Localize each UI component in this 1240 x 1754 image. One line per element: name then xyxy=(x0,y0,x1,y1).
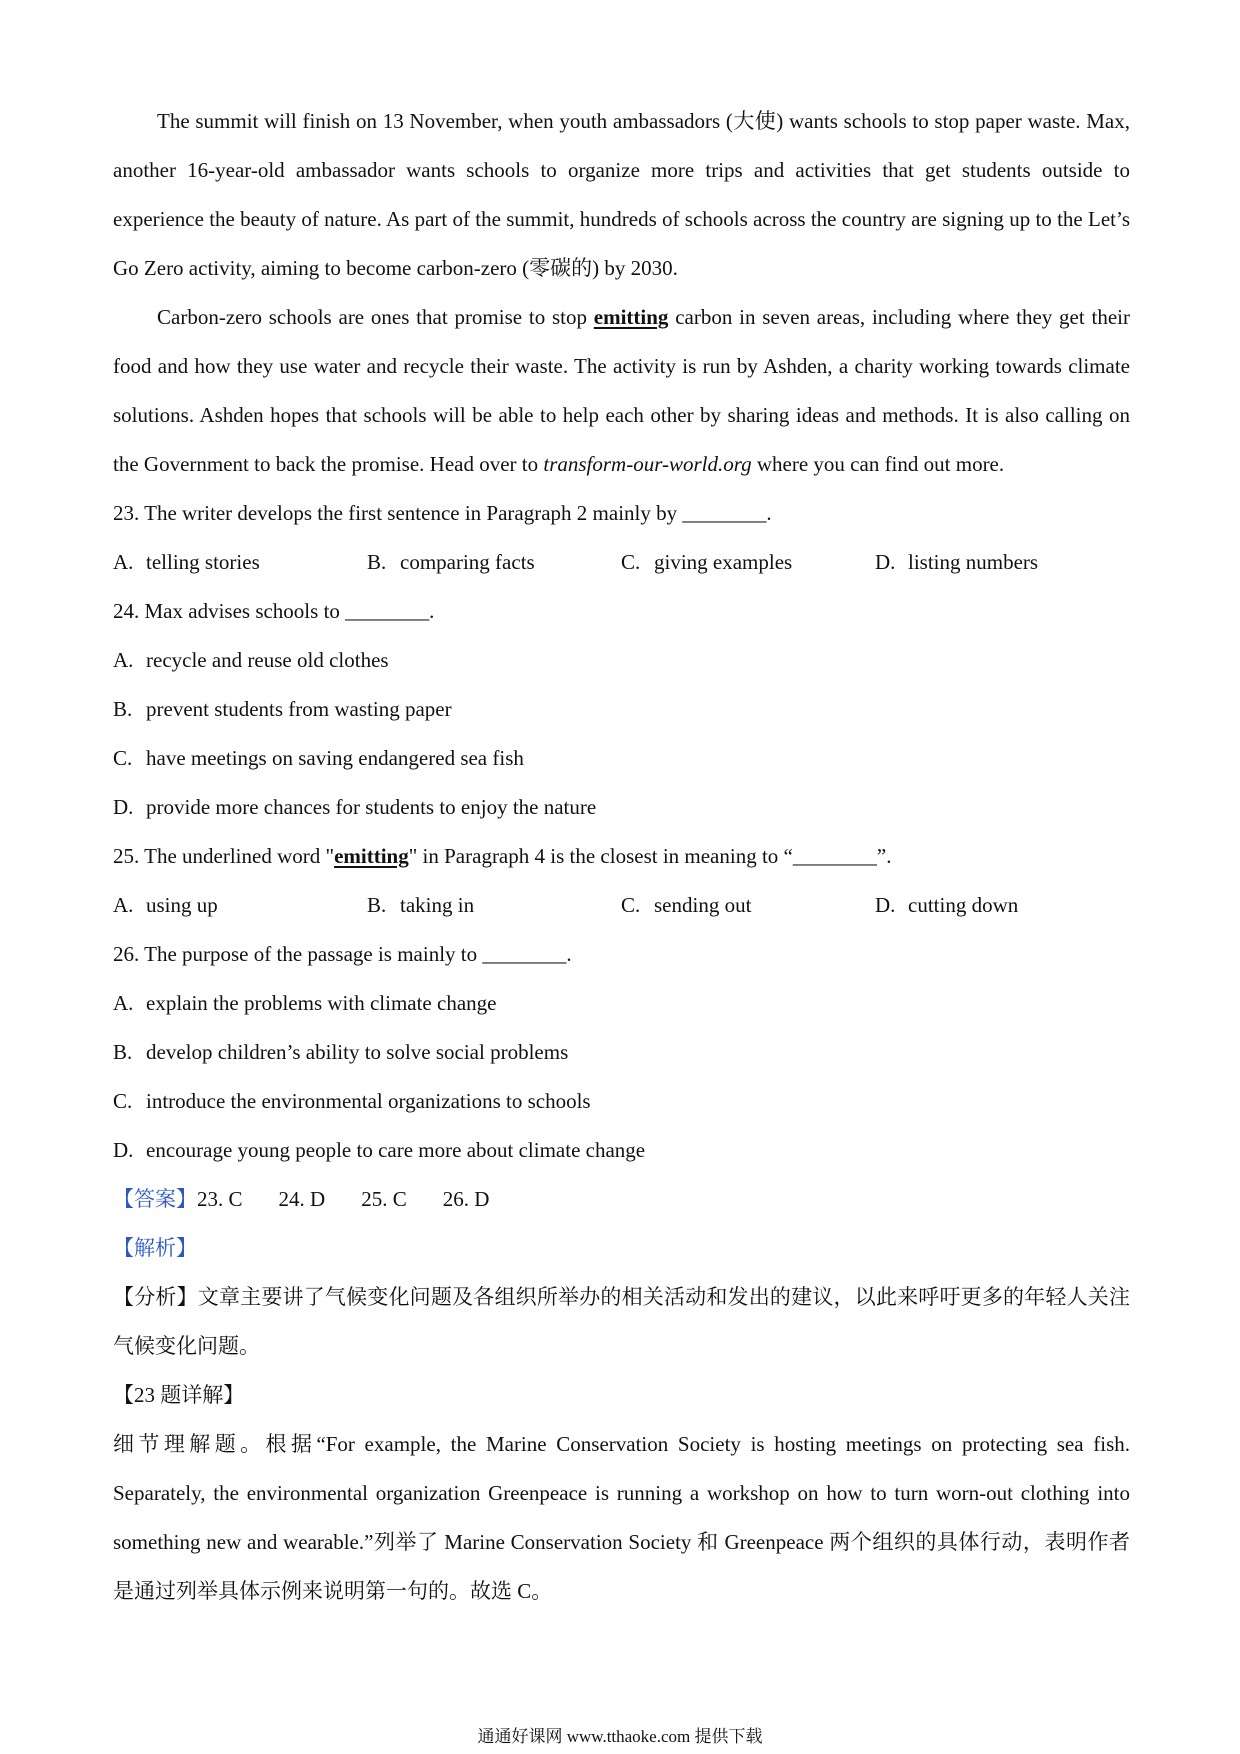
paragraph-text: Carbon-zero schools are ones that promise to stop xyxy=(157,305,594,329)
question-26-stem: 26. The purpose of the passage is mainly to ________. xyxy=(113,942,572,966)
passage-paragraph-4 xyxy=(113,293,1130,489)
option-a[interactable] xyxy=(113,636,1130,685)
answer-item: 26. D xyxy=(442,1187,490,1211)
question-24-stem: 24. Max advises schools to ________. xyxy=(113,599,435,623)
option-a[interactable] xyxy=(113,881,367,930)
option-letter: B. xyxy=(113,697,133,721)
answer-item: 24. D xyxy=(278,1187,326,1211)
option-text: telling stories xyxy=(146,550,260,574)
option-text: have meetings on saving endangered sea fish xyxy=(146,746,524,770)
underlined-word: emitting xyxy=(593,305,669,329)
option-letter: A. xyxy=(113,550,134,574)
option-text: provide more chances for students to enjoy the nature xyxy=(146,795,597,819)
stem-text: 25. The underlined word " xyxy=(113,844,335,868)
option-letter: B. xyxy=(113,1040,133,1064)
option-c[interactable] xyxy=(113,1077,1130,1126)
option-letter: B. xyxy=(367,550,387,574)
question-25-options xyxy=(113,881,1130,930)
option-b[interactable] xyxy=(367,538,621,587)
question-23-options xyxy=(113,538,1130,587)
option-text: taking in xyxy=(400,893,475,917)
option-text: prevent students from wasting paper xyxy=(146,697,452,721)
option-letter: D. xyxy=(875,550,896,574)
passage-paragraph-3: The summit will finish on 13 November, when youth ambassadors (大使) wants schools to stop paper waste. Max, another 16-year-old ambassador wants schools to organize more trips and activities that get students outside to experience the beauty of nature. As part of the summit, hundreds of schools across the country are signing up to the Let’s Go Zero activity, aiming to become carbon-zero (零碳的) by 2030. xyxy=(113,109,1130,280)
option-letter: C. xyxy=(621,893,641,917)
answer-item: 23. C xyxy=(197,1187,243,1211)
analysis-summary: 【分析】文章主要讲了气候变化问题及各组织所举办的相关活动和发出的建议，以此来呼吁更多的年轻人关注气候变化问题。 xyxy=(113,1285,1130,1358)
option-letter: A. xyxy=(113,893,134,917)
option-c[interactable] xyxy=(621,881,875,930)
option-letter: D. xyxy=(113,795,134,819)
option-text: listing numbers xyxy=(908,550,1039,574)
option-text: explain the problems with climate change xyxy=(146,991,497,1015)
page-content xyxy=(113,97,1130,1616)
option-b[interactable] xyxy=(367,881,621,930)
option-d[interactable] xyxy=(875,881,1129,930)
option-text: comparing facts xyxy=(400,550,535,574)
option-d[interactable] xyxy=(875,538,1129,587)
option-c[interactable] xyxy=(621,538,875,587)
paragraph-text: carbon in seven areas, including where they get their food and how they use water and recycle their waste. The activity is run by Ashden, a charity working towards climate solutions. Ashden hopes that schools will be able to help each other by sharing ideas and methods. It is also calling on the Government to back the promise. Head over to xyxy=(113,305,1130,476)
option-text: giving examples xyxy=(654,550,793,574)
stem-text: " in Paragraph 4 is the closest in meaning to “________”. xyxy=(408,844,892,868)
detail-text: 细节理解题。根据“For example, the Marine Conservation Society is hosting meetings on protecting sea fish. Separately, the environmental organization Greenpeace is running a workshop on how to turn worn-out clothing into something new and wearable.”列举了 Marine Conservation Society 和 Greenpeace 两个组织的具体行动，表明作者是通过列举具体示例来说明第一句的。故选 C。 xyxy=(113,1432,1130,1603)
detail-title: 【23 题详解】 xyxy=(113,1383,245,1407)
option-text: recycle and reuse old clothes xyxy=(146,648,389,672)
option-c[interactable] xyxy=(113,734,1130,783)
question-25-stem xyxy=(113,832,1130,881)
option-b[interactable] xyxy=(113,685,1130,734)
option-letter: C. xyxy=(113,1089,133,1113)
option-letter: D. xyxy=(113,1138,134,1162)
option-d[interactable] xyxy=(113,783,1130,832)
answer-row xyxy=(113,1175,1130,1224)
option-letter: B. xyxy=(367,893,387,917)
option-text: encourage young people to care more about climate change xyxy=(146,1138,646,1162)
question-23-stem: 23. The writer develops the first sentence in Paragraph 2 mainly by ________. xyxy=(113,501,772,525)
option-text: using up xyxy=(146,893,218,917)
website-link[interactable]: transform-our-world.org xyxy=(543,452,752,476)
option-text: introduce the environmental organizations to schools xyxy=(146,1089,591,1113)
analysis-label: 【解析】 xyxy=(113,1236,197,1260)
option-d[interactable] xyxy=(113,1126,1130,1175)
option-b[interactable] xyxy=(113,1028,1130,1077)
option-text: sending out xyxy=(654,893,752,917)
option-text: cutting down xyxy=(908,893,1019,917)
option-a[interactable] xyxy=(113,979,1130,1028)
underlined-word: emitting xyxy=(334,844,409,868)
option-letter: C. xyxy=(113,746,133,770)
option-text: develop children’s ability to solve social problems xyxy=(146,1040,569,1064)
page-footer: 通通好课网 www.tthaoke.com 提供下载 xyxy=(477,1727,763,1746)
option-letter: A. xyxy=(113,991,134,1015)
option-letter: A. xyxy=(113,648,134,672)
option-letter: C. xyxy=(621,550,641,574)
answer-label: 【答案】 xyxy=(113,1187,197,1211)
paragraph-text: where you can find out more. xyxy=(751,452,1005,476)
option-letter: D. xyxy=(875,893,896,917)
option-a[interactable] xyxy=(113,538,367,587)
answer-item: 25. C xyxy=(361,1187,407,1211)
